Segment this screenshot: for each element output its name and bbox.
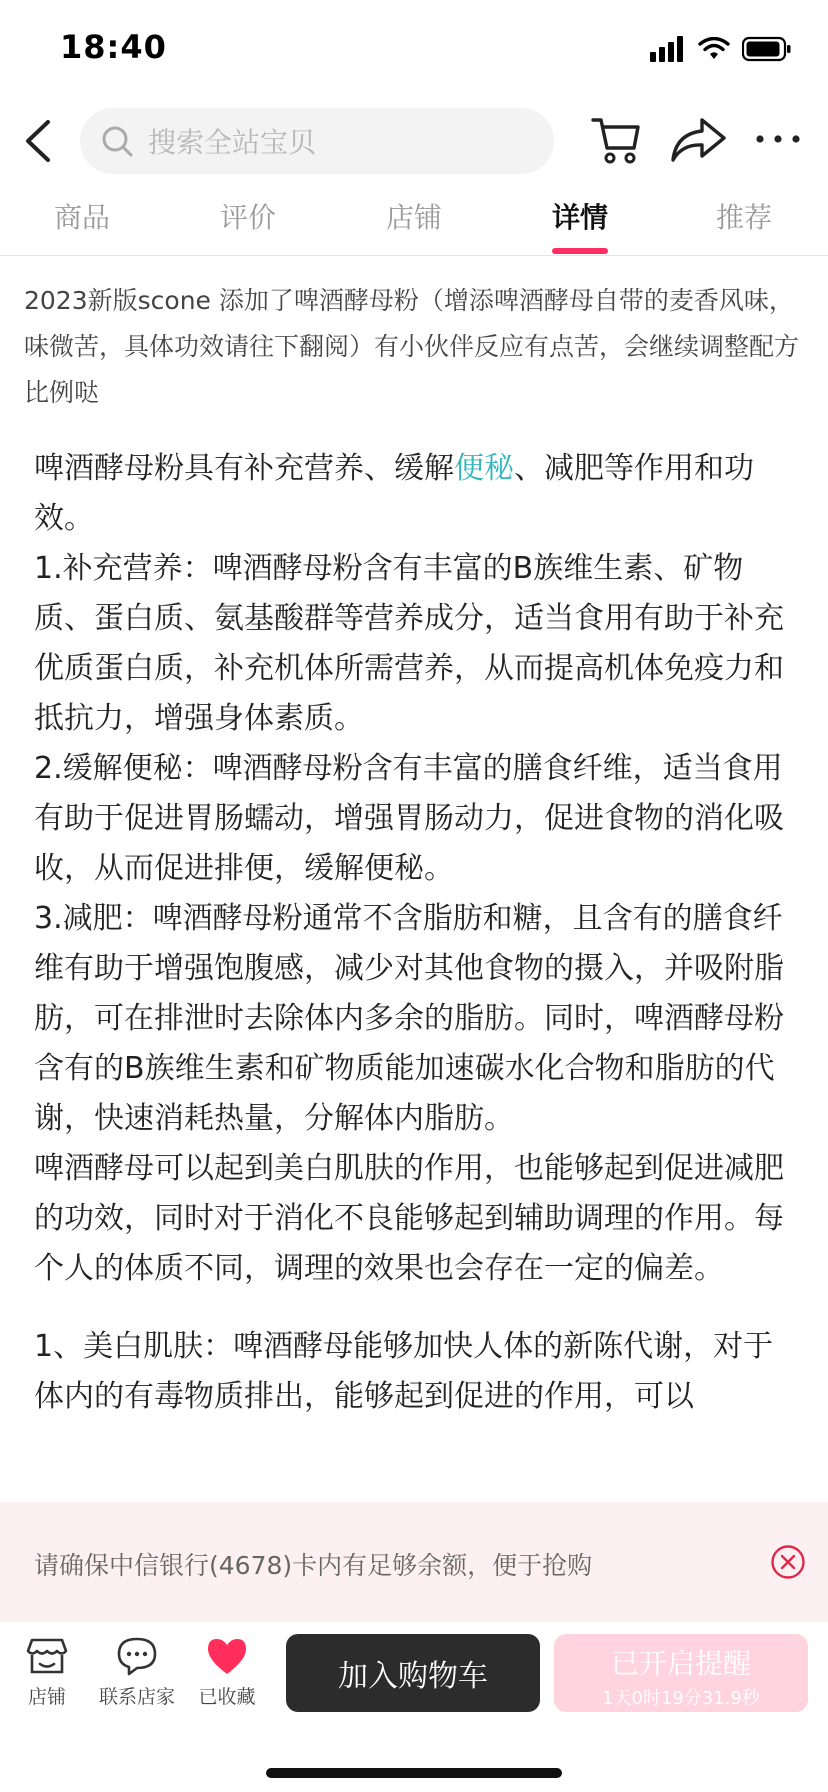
status-bar xyxy=(0,0,828,96)
share-icon xyxy=(668,112,728,168)
close-icon xyxy=(770,1544,806,1580)
paragraph-nutrition: 1.补充营养：啤酒酵母粉含有丰富的B族维生素、矿物质、蛋白质、氨基酸群等营养成分，适当食用有助于补充优质蛋白质，补充机体所需营养，从而提高机体免疫力和抵抗力，增强身体素质。 xyxy=(34,551,784,736)
paragraph-whitening: 1、美白肌肤：啤酒酵母能够加快人体的新陈代谢，对于体内的有毒物质排出，能够起到促进的作用，可以 xyxy=(34,1329,774,1414)
reminder-button[interactable] xyxy=(554,1634,808,1712)
paragraph-weight-loss: 3.减肥：啤酒酵母粉通常不含脂肪和糖，且含有的膳食纤维有助于增强饱腹感，减少对其他食物的摄入，并吸附脂肪，可在排泄时去除体内多余的脂肪。同时，啤酒酵母粉含有的B族维生素和矿物质能加速碳水化合物和脂肪的代谢，快速消耗热量，分解体内脂肪。 xyxy=(34,901,784,1136)
countdown-timer: 1天0时19分31.9秒 xyxy=(602,1688,760,1709)
cart-button[interactable] xyxy=(590,112,642,168)
reminder-label: 已开启提醒 xyxy=(610,1647,751,1680)
paragraph-constipation: 2.缓解便秘：啤酒酵母粉含有丰富的膳食纤维，适当食用有助于促进胃肠蠕动，增强胃肠动力，促进食物的消化吸收，从而促进排便，缓解便秘。 xyxy=(34,751,784,886)
tab-reviews[interactable]: 评价 xyxy=(219,201,276,234)
tab-active-indicator xyxy=(552,248,608,254)
tab-details[interactable]: 详情 xyxy=(551,201,608,234)
intro-text: 2023新版scone 添加了啤酒酵母粉（增添啤酒酵母自带的麦香风味，味微苦，具体功效请往下翻阅）有小伙伴反应有点苦，会继续调整配方比例哒 xyxy=(24,286,800,407)
constipation-link[interactable]: 便秘 xyxy=(454,451,514,486)
chat-bubble-icon xyxy=(116,1636,158,1676)
notice-close-button[interactable] xyxy=(770,1544,806,1580)
status-time: 18:40 xyxy=(60,28,167,66)
tab-product[interactable]: 商品 xyxy=(53,201,110,234)
search-placeholder: 搜索全站宝贝 xyxy=(148,126,317,159)
more-dots-icon xyxy=(752,124,804,154)
contact-seller-label: 联系店家 xyxy=(98,1686,175,1708)
tab-bar xyxy=(0,196,828,256)
overview-text-before: 啤酒酵母粉具有补充营养、缓解 xyxy=(34,451,454,486)
battery-icon xyxy=(742,36,792,62)
home-indicator[interactable] xyxy=(266,1768,562,1778)
more-button[interactable] xyxy=(752,124,804,154)
share-button[interactable] xyxy=(668,112,728,168)
paragraph-overview xyxy=(34,444,796,544)
bottom-action-bar xyxy=(0,1622,828,1792)
payment-notice-banner xyxy=(0,1502,828,1622)
tab-shop[interactable]: 店铺 xyxy=(385,201,442,234)
back-arrow-icon xyxy=(14,114,64,168)
status-icons xyxy=(650,36,792,62)
shopping-cart-icon xyxy=(590,112,642,168)
add-to-cart-button[interactable]: 加入购物车 xyxy=(286,1634,540,1712)
back-button[interactable] xyxy=(14,114,64,168)
overview-text-after: 、减肥等作用和功效。 xyxy=(34,451,754,536)
tab-recommend[interactable]: 推荐 xyxy=(715,201,772,234)
search-input[interactable] xyxy=(80,108,554,174)
description-body xyxy=(34,444,796,1422)
shop-label: 店铺 xyxy=(27,1686,66,1708)
shop-icon xyxy=(26,1636,68,1676)
detail-content[interactable] xyxy=(0,258,828,1502)
shop-button[interactable] xyxy=(2,1636,92,1709)
nav-bar xyxy=(0,104,828,178)
favorite-label: 已收藏 xyxy=(198,1686,256,1708)
favorite-button[interactable] xyxy=(182,1636,272,1709)
contact-seller-button[interactable] xyxy=(92,1636,182,1709)
search-icon xyxy=(100,124,134,158)
wifi-icon xyxy=(698,37,730,61)
cellular-signal-icon xyxy=(650,36,686,62)
paragraph-skin: 啤酒酵母可以起到美白肌肤的作用，也能够起到促进减肥的功效，同时对于消化不良能够起到辅助调理的作用。每个人的体质不同，调理的效果也会存在一定的偏差。 xyxy=(34,1151,784,1286)
heart-icon xyxy=(205,1636,249,1676)
notice-text: 请确保中信银行(4678)卡内有足够余额，便于抢购 xyxy=(34,1551,593,1580)
